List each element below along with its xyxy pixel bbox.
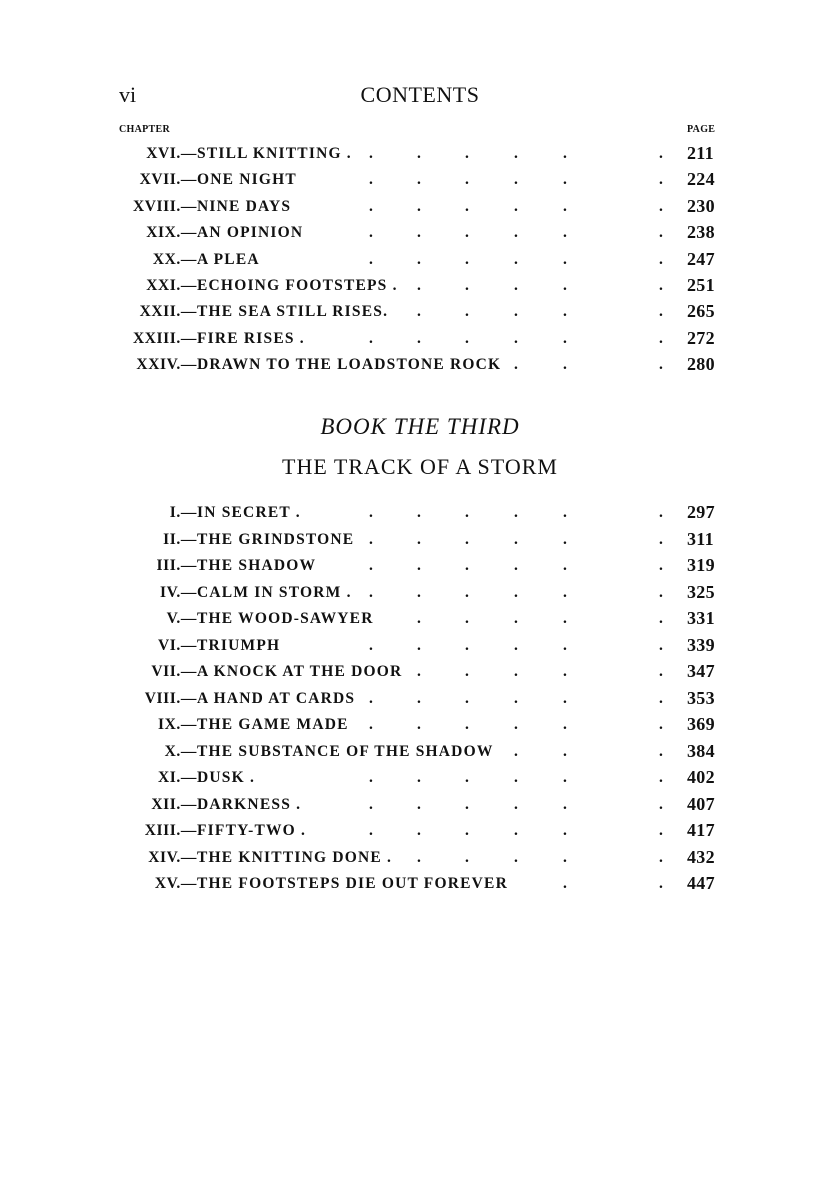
chapter-title: THE GAME MADE: [197, 716, 349, 733]
chapter-number: IX.—: [157, 716, 197, 733]
leader-dot: .: [659, 250, 663, 268]
leader-dot: .: [563, 689, 567, 707]
toc-entry: [0, 303, 840, 329]
chapter-number: XX.—: [152, 250, 197, 268]
leader-dot: .: [514, 277, 518, 294]
leader-dot: .: [369, 795, 373, 813]
chapter-number: X.—: [164, 742, 197, 760]
leader-dot: .: [659, 610, 663, 627]
leader-dot: .: [659, 277, 663, 294]
leader-dot: .: [465, 171, 469, 189]
leader-dot: .: [369, 822, 373, 839]
leader-dot: .: [369, 504, 373, 521]
chapter-page-number: 407: [687, 793, 715, 814]
leader-dot: .: [563, 224, 567, 242]
chapter-page-number: 402: [687, 767, 715, 787]
chapter-page-number: 230: [687, 195, 715, 216]
toc-entry: [0, 822, 840, 848]
leader-dot: .: [417, 716, 421, 733]
chapter-number: XXI.—: [146, 277, 197, 294]
chapter-page-number: 224: [687, 169, 715, 190]
chapter-title: ECHOING FOOTSTEPS .: [197, 277, 398, 294]
chapter-number: VI.—: [157, 636, 197, 654]
leader-dot: .: [514, 356, 518, 374]
leader-dot: .: [659, 197, 663, 215]
chapter-number: VIII.—: [144, 689, 197, 707]
leader-dot: .: [465, 250, 469, 268]
leader-dot: .: [465, 663, 469, 680]
leader-dot: .: [465, 769, 469, 786]
leader-dot: .: [465, 583, 469, 601]
chapter-title: A PLEA: [197, 250, 260, 268]
leader-dot: .: [659, 557, 663, 574]
toc-entry: [0, 171, 840, 197]
leader-dot: .: [417, 171, 421, 189]
chapter-page-number: 311: [687, 528, 714, 549]
chapter-page-number: 447: [687, 873, 715, 893]
leader-dot: .: [514, 197, 518, 215]
chapter-number: XVII.—: [139, 171, 197, 189]
chapter-number: XXIV.—: [136, 356, 197, 374]
leader-dot: .: [563, 716, 567, 733]
toc-entry: [0, 528, 840, 557]
leader-dot: .: [659, 171, 663, 189]
leader-dot: .: [465, 689, 469, 707]
leader-dot: .: [417, 250, 421, 268]
leader-dot: .: [417, 848, 421, 866]
chapter-number: XI.—: [157, 769, 197, 786]
toc-entry: [0, 846, 840, 875]
leader-dot: .: [659, 224, 663, 242]
chapter-page-number: 297: [687, 502, 715, 522]
book-subtitle: THE TRACK OF A STORM: [282, 454, 558, 479]
leader-dot: .: [659, 663, 663, 680]
chapter-title: DARKNESS .: [197, 795, 302, 813]
toc-entry: [0, 557, 840, 583]
leader-dot: .: [659, 795, 663, 813]
toc-entry: [0, 687, 840, 716]
toc-entry: [0, 277, 840, 303]
leader-dot: .: [514, 557, 518, 574]
chapter-number: XVI.—: [146, 145, 197, 162]
leader-dot: .: [417, 769, 421, 786]
chapter-title: FIRE RISES .: [197, 329, 305, 347]
leader-dot: .: [417, 224, 421, 242]
chapter-page-number: 211: [687, 143, 714, 163]
leader-dot: .: [369, 250, 373, 268]
chapter-number: I.—: [169, 504, 197, 521]
toc-entry: [0, 740, 840, 769]
chapter-page-number: 280: [687, 354, 715, 375]
chapter-title: ONE NIGHT: [197, 171, 297, 189]
leader-dot: .: [659, 636, 663, 654]
leader-dot: .: [514, 610, 518, 627]
leader-dot: .: [563, 145, 567, 162]
leader-dot: .: [417, 530, 421, 548]
leader-dot: .: [659, 583, 663, 601]
chapter-page-number: 238: [687, 222, 715, 243]
toc-entry: [0, 769, 840, 795]
leader-dot: .: [659, 303, 663, 321]
chapter-page-number: 369: [687, 714, 715, 734]
chapter-page-number: 251: [687, 275, 715, 295]
toc-entry: [0, 716, 840, 742]
leader-dot: .: [465, 848, 469, 866]
leader-dot: .: [514, 224, 518, 242]
leader-dot: .: [417, 557, 421, 574]
leader-dot: .: [563, 277, 567, 294]
leader-dot: .: [465, 504, 469, 521]
leader-dot: .: [417, 610, 421, 627]
leader-dot: .: [369, 557, 373, 574]
leader-dot: .: [369, 636, 373, 654]
toc-entry: [0, 195, 840, 224]
leader-dot: .: [514, 742, 518, 760]
leader-dot: .: [563, 822, 567, 839]
leader-dot: .: [563, 875, 567, 892]
leader-dot: .: [563, 504, 567, 521]
chapter-number: XIX.—: [146, 224, 197, 242]
chapter-page-number: 432: [687, 846, 715, 867]
toc-entry: [0, 145, 840, 171]
leader-dot: .: [369, 171, 373, 189]
leader-dot: .: [659, 689, 663, 707]
chapter-page-number: 247: [687, 248, 715, 269]
leader-dot: .: [465, 197, 469, 215]
leader-dot: .: [417, 197, 421, 215]
leader-dot: .: [514, 250, 518, 268]
leader-dot: .: [514, 303, 518, 321]
leader-dot: .: [514, 795, 518, 813]
leader-dot: .: [659, 742, 663, 760]
chapter-title: DUSK .: [197, 769, 256, 786]
leader-dot: .: [465, 636, 469, 654]
chapter-page-number: 347: [687, 661, 715, 681]
leader-dot: .: [369, 689, 373, 707]
leader-dot: .: [369, 716, 373, 733]
leader-dot: .: [659, 356, 663, 374]
chapter-title: THE SHADOW: [197, 557, 317, 574]
chapter-page-number: 272: [687, 327, 715, 348]
leader-dot: .: [563, 329, 567, 347]
toc-entry: [0, 356, 840, 382]
leader-dot: .: [514, 769, 518, 786]
leader-dot: .: [563, 171, 567, 189]
leader-dot: .: [465, 329, 469, 347]
leader-dot: .: [465, 822, 469, 839]
chapter-page-number: 331: [687, 608, 715, 628]
leader-dot: .: [514, 171, 518, 189]
leader-dot: .: [369, 224, 373, 242]
leader-dot: .: [563, 250, 567, 268]
chapter-title: THE WOOD-SAWYER: [197, 610, 374, 627]
chapter-page-number: 265: [687, 301, 715, 322]
leader-dot: .: [465, 530, 469, 548]
leader-dot: .: [659, 145, 663, 162]
leader-dot: .: [563, 197, 567, 215]
leader-dot: .: [465, 277, 469, 294]
leader-dot: .: [563, 303, 567, 321]
leader-dot: .: [659, 329, 663, 347]
toc-entry: [0, 875, 840, 901]
chapter-number: XXII.—: [139, 303, 197, 321]
leader-dot: .: [465, 557, 469, 574]
chapter-title: THE SEA STILL RISES.: [197, 303, 389, 321]
leader-dot: .: [514, 530, 518, 548]
leader-dot: .: [563, 583, 567, 601]
chapter-page-number: 417: [687, 820, 715, 840]
leader-dot: .: [514, 329, 518, 347]
leader-dot: .: [563, 610, 567, 627]
chapter-number: V.—: [166, 610, 197, 627]
book-title: BOOK THE THIRD: [320, 414, 520, 439]
leader-dot: .: [514, 716, 518, 733]
leader-dot: .: [417, 822, 421, 839]
chapter-title: STILL KNITTING .: [197, 145, 352, 162]
chapter-page-number: 325: [687, 581, 715, 602]
chapter-number: II.—: [163, 530, 197, 548]
chapter-title: NINE DAYS: [197, 197, 292, 215]
leader-dot: .: [659, 848, 663, 866]
leader-dot: .: [563, 663, 567, 680]
leader-dot: .: [659, 769, 663, 786]
chapter-number: VII.—: [151, 663, 197, 680]
leader-dot: .: [659, 504, 663, 521]
leader-dot: .: [417, 663, 421, 680]
leader-dot: .: [514, 145, 518, 162]
leader-dot: .: [514, 822, 518, 839]
chapter-number: IV.—: [159, 583, 197, 601]
page-number: vi: [119, 82, 137, 107]
chapter-title: THE GRINDSTONE: [197, 530, 355, 548]
leader-dot: .: [369, 530, 373, 548]
leader-dot: .: [369, 583, 373, 601]
toc-entry: [0, 581, 840, 610]
leader-dot: .: [417, 689, 421, 707]
toc-entry: [0, 610, 840, 636]
leader-dot: .: [417, 329, 421, 347]
page-title: CONTENTS: [360, 82, 480, 107]
page-column-label: PAGE: [687, 124, 716, 135]
chapter-title: DRAWN TO THE LOADSTONE ROCK: [197, 356, 502, 374]
leader-dot: .: [514, 663, 518, 680]
leader-dot: .: [465, 795, 469, 813]
toc-entry: [0, 663, 840, 689]
leader-dot: .: [369, 769, 373, 786]
leader-dot: .: [465, 610, 469, 627]
leader-dot: .: [369, 329, 373, 347]
toc-entry: [0, 634, 840, 663]
leader-dot: .: [659, 822, 663, 839]
toc-entry: [0, 504, 840, 530]
toc-entry: [0, 793, 840, 822]
leader-dot: .: [465, 303, 469, 321]
leader-dot: .: [417, 583, 421, 601]
leader-dot: .: [563, 557, 567, 574]
leader-dot: .: [514, 504, 518, 521]
leader-dot: .: [465, 716, 469, 733]
chapter-title: CALM IN STORM .: [197, 583, 352, 601]
leader-dot: .: [563, 356, 567, 374]
toc-entry: [0, 224, 840, 250]
leader-dot: .: [369, 197, 373, 215]
chapter-number: XVIII.—: [132, 197, 197, 215]
chapter-number: XV.—: [154, 875, 197, 892]
leader-dot: .: [563, 530, 567, 548]
leader-dot: .: [369, 145, 373, 162]
leader-dot: .: [563, 795, 567, 813]
leader-dot: .: [514, 689, 518, 707]
toc-entry: [0, 248, 840, 277]
leader-dot: .: [563, 848, 567, 866]
chapter-page-number: 339: [687, 634, 715, 655]
chapter-number: III.—: [156, 557, 197, 574]
leader-dot: .: [417, 303, 421, 321]
chapter-page-number: 384: [687, 740, 715, 761]
leader-dot: .: [465, 224, 469, 242]
leader-dot: .: [417, 795, 421, 813]
leader-dot: .: [465, 145, 469, 162]
chapter-title: FIFTY-TWO .: [197, 822, 307, 839]
leader-dot: .: [514, 583, 518, 601]
leader-dot: .: [659, 530, 663, 548]
leader-dot: .: [417, 277, 421, 294]
chapter-number: XII.—: [151, 795, 197, 813]
leader-dot: .: [659, 716, 663, 733]
toc-entry: [0, 327, 840, 356]
leader-dot: .: [514, 848, 518, 866]
leader-dot: .: [659, 875, 663, 892]
leader-dot: .: [417, 504, 421, 521]
chapter-number: XIII.—: [144, 822, 197, 839]
leader-dot: .: [514, 636, 518, 654]
chapter-page-number: 319: [687, 555, 715, 575]
chapter-number: XXIII.—: [132, 329, 197, 347]
leader-dot: .: [417, 145, 421, 162]
chapter-column-label: CHAPTER: [119, 124, 170, 135]
chapter-title: A KNOCK AT THE DOOR: [197, 663, 403, 680]
chapter-title: IN SECRET .: [197, 504, 301, 521]
leader-dot: .: [563, 636, 567, 654]
chapter-title: THE SUBSTANCE OF THE SHADOW: [197, 742, 494, 760]
leader-dot: .: [563, 769, 567, 786]
leader-dot: .: [417, 636, 421, 654]
chapter-title: A HAND AT CARDS: [197, 689, 356, 707]
leader-dot: .: [563, 742, 567, 760]
chapter-page-number: 353: [687, 687, 715, 708]
chapter-title: THE FOOTSTEPS DIE OUT FOREVER: [197, 875, 508, 892]
chapter-title: AN OPINION: [197, 224, 304, 242]
chapter-title: TRIUMPH: [197, 636, 281, 654]
chapter-title: THE KNITTING DONE .: [197, 848, 393, 866]
chapter-number: XIV.—: [148, 848, 197, 866]
